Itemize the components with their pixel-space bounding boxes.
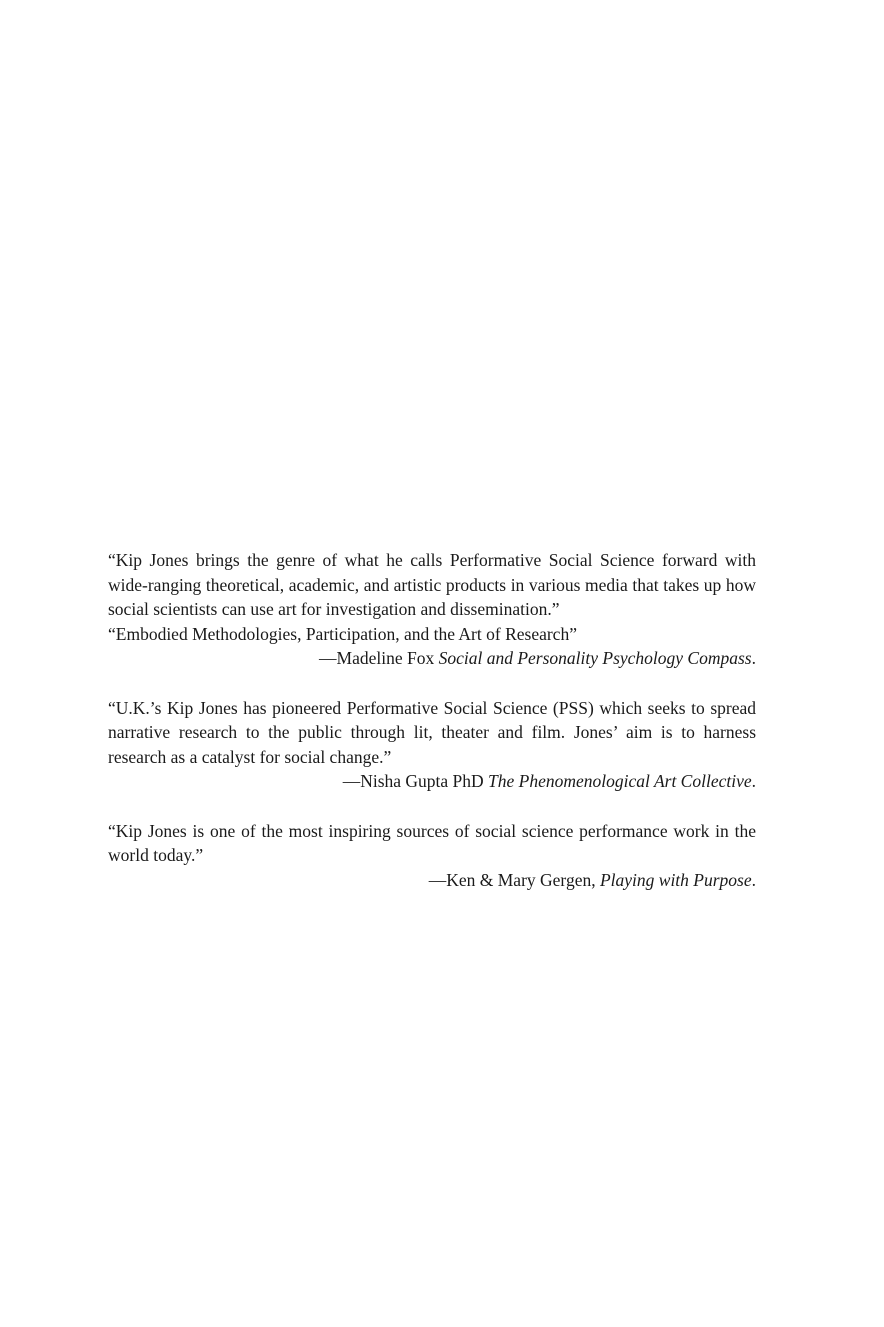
attribution-author: —Nisha Gupta PhD [342,771,489,792]
endorsements-section [108,548,756,917]
attribution-source: The Phenomenological Art Collective [488,771,752,792]
quote-text: “Kip Jones brings the genre of what he calls Performative Social Science forward with wide-ranging theoretical, academic, and artistic products in various media that takes up how social scientists can use art for investigation and dissemination.” [108,550,756,620]
attribution-source: Playing with Purpose [599,869,752,890]
quote-article-title: “Embodied Methodologies, Participation, and the Art of Research” [108,623,577,644]
quote-text: “Kip Jones is one of the most inspiring sources of social science performance work in the world today.” [108,820,756,866]
attribution [108,769,756,794]
attribution-end: . [751,771,756,792]
quote-text: “U.K.’s Kip Jones has pioneered Performative Social Science (PSS) which seeks to spread narrative research to the public through lit, theater and film. Jones’ aim is to harness research as a catalyst for social change.” [108,697,756,767]
attribution-source: Social and Personality Psychology Compass [438,648,752,669]
attribution-author: —Madeline Fox [319,648,439,669]
blurb-fox [108,548,756,671]
blurb-gupta [108,696,756,794]
blurb-gergen [108,819,756,893]
attribution-end: . [751,648,756,669]
attribution [108,646,756,671]
attribution-author: —Ken & Mary Gergen, [428,869,600,890]
attribution-end: . [751,869,756,890]
attribution [108,868,756,893]
